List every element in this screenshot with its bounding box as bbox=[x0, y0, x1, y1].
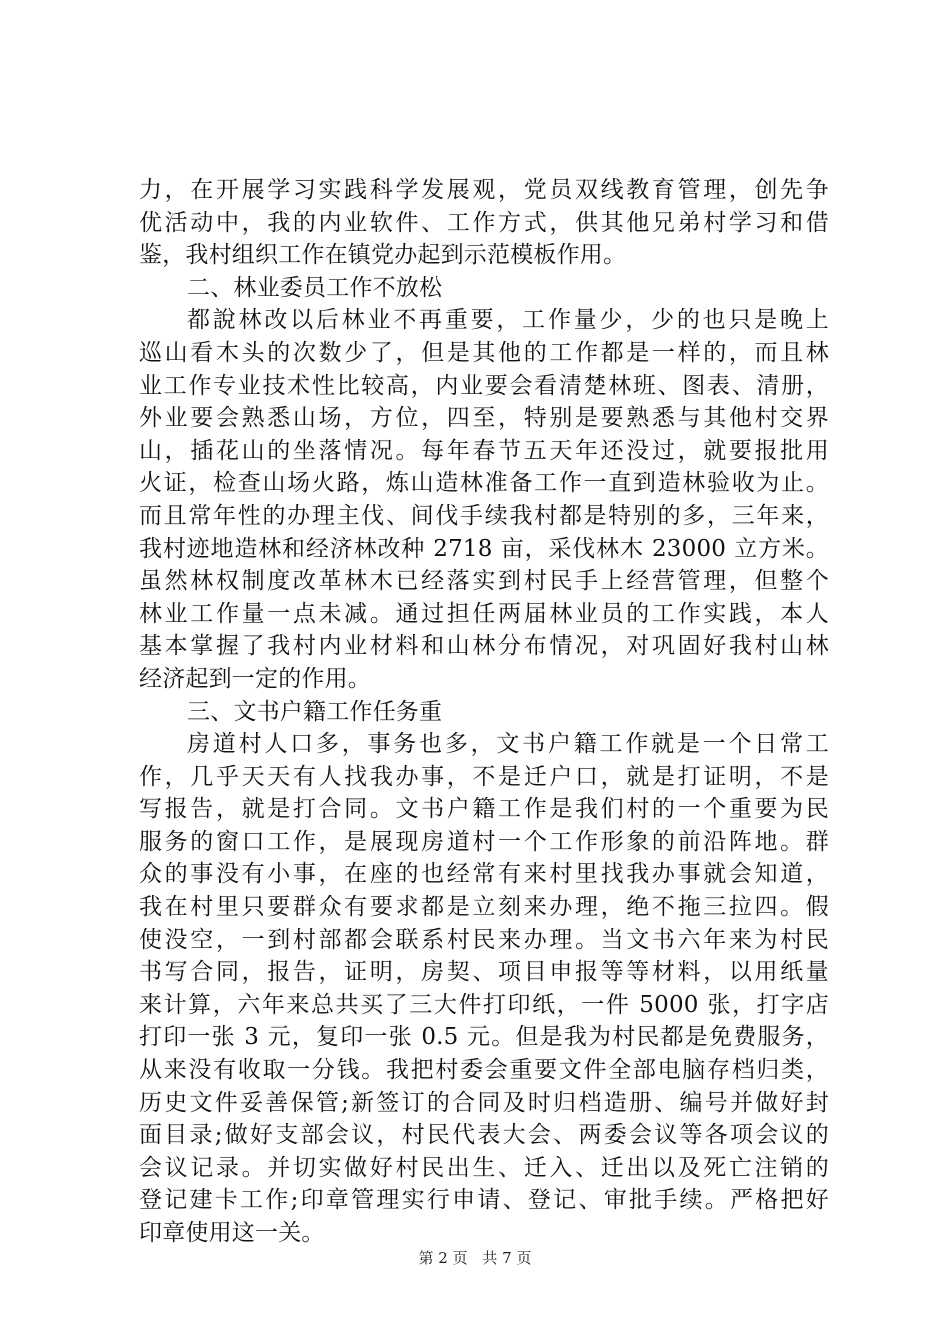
paragraph-line: 山，插花山的坐落情况。每年春节五天年还没过，就要报批用 bbox=[139, 437, 829, 464]
document-body bbox=[139, 174, 829, 1250]
paragraph-line: 面目录;做好支部会议，村民代表大会、两委会议等各项会议的 bbox=[139, 1122, 829, 1149]
paragraph-line: 基本掌握了我村内业材料和山林分布情况，对巩固好我村山林 bbox=[139, 633, 829, 660]
paragraph-line: 而且常年性的办理主伐、间伐手续我村都是特别的多，三年来， bbox=[139, 502, 829, 529]
paragraph-line: 会议记录。并切实做好村民出生、迁入、迁出以及死亡注销的 bbox=[139, 1154, 829, 1181]
paragraph-line: 业工作专业技术性比较高，内业要会看清楚林班、图表、清册， bbox=[139, 372, 829, 399]
paragraph-line: 优活动中，我的内业软件、工作方式，供其他兄弟村学习和借 bbox=[139, 209, 829, 236]
paragraph-line: 房道村人口多，事务也多，文书户籍工作就是一个日常工 bbox=[187, 731, 829, 758]
paragraph-line: 经济起到一定的作用。 bbox=[139, 665, 371, 692]
paragraph-line: 打印一张 3 元，复印一张 0.5 元。但是我为村民都是免费服务， bbox=[139, 1024, 829, 1051]
page-number: 第 2 页 bbox=[418, 1249, 468, 1267]
paragraph-line: 巡山看木头的次数少了，但是其他的工作都是一样的，而且林 bbox=[139, 339, 829, 366]
paragraph-line: 众的事没有小事，在座的也经常有来村里找我办事就会知道， bbox=[139, 861, 829, 888]
paragraph-line: 从来没有收取一分钱。我把村委会重要文件全部电脑存档归类， bbox=[139, 1057, 829, 1084]
paragraph-line: 历史文件妥善保管;新签订的合同及时归档造册、编号并做好封 bbox=[139, 1089, 829, 1116]
paragraph-line: 林业工作量一点未减。通过担任两届林业员的工作实践，本人 bbox=[139, 600, 829, 627]
paragraph-line: 书写合同，报告，证明，房契、项目申报等等材料，以用纸量 bbox=[139, 959, 829, 986]
paragraph-line: 力，在开展学习实践科学发展观，党员双线教育管理，创先争 bbox=[139, 177, 829, 203]
paragraph-line: 都說林改以后林业不再重要，工作量少，少的也只是晚上 bbox=[187, 307, 829, 334]
paragraph-line: 鉴，我村组织工作在镇党办起到示范模板作用。 bbox=[139, 242, 627, 269]
paragraph-line: 写报告，就是打合同。文书户籍工作是我们村的一个重要为民 bbox=[139, 796, 829, 823]
paragraph-line: 我村迹地造林和经济林改种 2718 亩，采伐林木 23000 立方米。 bbox=[139, 535, 829, 562]
page-total: 共 7 页 bbox=[482, 1249, 532, 1267]
paragraph-line: 服务的窗口工作，是展现房道村一个工作形象的前沿阵地。群 bbox=[139, 828, 829, 855]
paragraph-line: 我在村里只要群众有要求都是立刻来办理，绝不拖三拉四。假 bbox=[139, 894, 829, 921]
paragraph-line: 登记建卡工作;印章管理实行申请、登记、审批手续。严格把好 bbox=[139, 1187, 829, 1214]
paragraph-line: 印章使用这一关。 bbox=[139, 1220, 325, 1246]
paragraph-line: 外业要会熟悉山场，方位，四至，特别是要熟悉与其他村交界 bbox=[139, 405, 829, 432]
section-heading: 二、林业委员工作不放松 bbox=[187, 274, 443, 301]
paragraph-line: 作，几乎天天有人找我办事，不是迁户口，就是打证明，不是 bbox=[139, 763, 829, 790]
paragraph-line: 来计算，六年来总共买了三大件打印纸，一件 5000 张，打字店 bbox=[139, 991, 829, 1018]
paragraph-line: 使没空，一到村部都会联系村民来办理。当文书六年来为村民 bbox=[139, 926, 829, 953]
paragraph-line: 火证，检查山场火路，炼山造林准备工作一直到造林验收为止。 bbox=[139, 470, 829, 497]
section-heading: 三、文书户籍工作任务重 bbox=[187, 698, 443, 725]
page-footer bbox=[0, 1247, 950, 1268]
paragraph-line: 虽然林权制度改革林木已经落实到村民手上经营管理，但整个 bbox=[139, 568, 829, 595]
